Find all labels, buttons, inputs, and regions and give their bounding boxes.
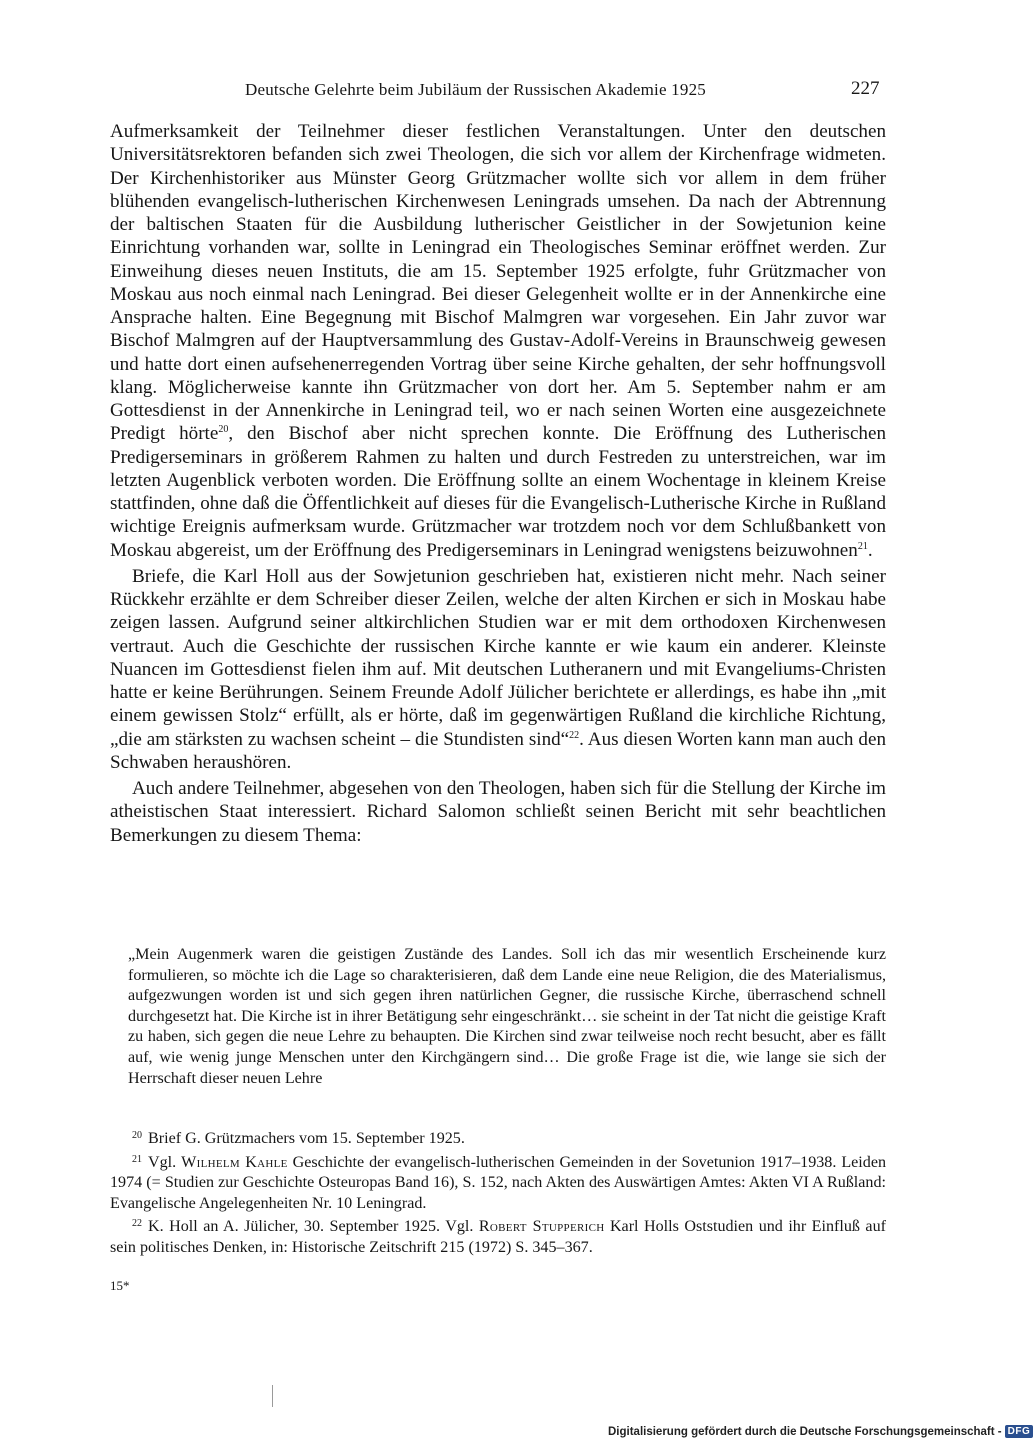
- paragraph-1-text: Aufmerksamkeit der Teilnehmer dieser festlichen Veranstaltungen. Unter den deutschen Universitätsrektoren befanden sich zwei Theologen, die sich vor allem der Kirchenfrage widmeten. Der Kirchenhistoriker aus Münster Georg Grützmacher wollte sich vor allem in dem früher blühenden evangelisch-lutherischen Kirchenwesen Leningrads umsehen. Da nach der Abtrennung der baltischen Staaten für die Ausbildung lutherischer Geistlicher in der Sowjetunion keine Einrichtung vorhanden war, sollte in Leningrad ein Theologisches Seminar eröffnet werden. Zur Einweihung dieses neuen Instituts, die am 15. September 1925 erfolgte, fuhr Grützmacher von Moskau aus noch einmal nach Leningrad. Bei dieser Gelegenheit wollte er in der Annenkirche eine Ansprache halten. Eine Begegnung mit Bischof Malmgren war vorgesehen. Ein Jahr zuvor war Bischof Malmgren auf der Hauptversammlung des Gustav-Adolf-Vereins in Braunschweig gewesen und hatte dort einen aufsehenerregenden Vortrag über seine Kirche gehalten, der sehr hoffnungsvoll klang. Möglicherweise kannte ihn Grützmacher von dort her. Am 5. September nahm er am Gottesdienst in der Annenkirche in Leningrad teil, wo er nach seinen Worten eine ausgezeichnete Predigt hörte: [110, 121, 886, 445]
- footnote-20: [110, 1126, 886, 1150]
- paragraph-1-end: .: [867, 539, 873, 561]
- footnote-prefix: Vgl.: [148, 1153, 177, 1171]
- footnote-ref-21[interactable]: 21: [857, 540, 868, 552]
- printer-signature: 15*: [110, 1278, 130, 1293]
- footnote-ref-20[interactable]: 20: [218, 424, 229, 436]
- paragraph-1: [110, 120, 886, 562]
- footnote-text: Karl Holls Oststudien und ihr Einfluß auf sein politisches Denken, in: Historische Zeitschrift 215 (1972) S. 345–367.: [110, 1218, 886, 1256]
- body-text: [110, 120, 886, 847]
- paragraph-2-text: Briefe, die Karl Holl aus der Sowjetunion geschrieben hat, existieren nicht mehr. Nach seiner Rückkehr erzählte er dem Schreiber dieser Zeilen, welche der alten Kirchen er sich in Moskau habe zeigen lassen. Aufgrund seiner altkirchlichen Studien war er mit dem orthodoxen Kirchenwesen vertraut. Auch die Geschichte der russischen Kirche kannte er wie kaum ein anderer. Kleinste Nuancen im Gottesdienst fielen ihm auf. Mit deutschen Lutheranern und mit Evangeliums-Christen hatte er keine Berührungen. Seinem Freunde Adolf Jülicher berichtete er allerdings, es habe ihn „mit einem gewissen Stolz“ erfüllt, als er hörte, daß im gegenwärtigen Rußland die kirchliche Richtung, „die am stärksten zu wachsen scheint – die Stundisten sind“: [110, 565, 886, 750]
- footnote-number: 20: [132, 1130, 142, 1141]
- footnote-22: [110, 1214, 886, 1258]
- paragraph-1-text-cont: , den Bischof aber nicht sprechen konnte. Die Eröffnung des Lutherischen Predigerseminars in größerem Rahmen zu halten und durch Festreden zu unterstreichen, war im letzten Augenblick verboten worden. Die Eröffnung sollte an einem Wochentage in kleinem Kreise stattfinden, ohne daß die Öffentlichkeit auf dieses für die Evangelisch-Lutherische Kirche in Rußland wichtige Ereignis aufmerksam wurde. Grützmacher war trotzdem noch vor dem Schlußbankett von Moskau abgereist, um der Eröffnung des Predigerseminars in Leningrad wenigstens beizuwohnen: [110, 423, 886, 561]
- footnote-text: Geschichte der evangelisch-lutherischen Gemeinden in der Sovetunion 1917–1938. Leiden 1974 (= Studien zur Geschichte Osteuropas Band 16), S. 152, nach Akten des Auswärtigen Amtes: Akten VI A Rußland: Evangelische Angelegenheiten Nr. 10 Leningrad.: [110, 1153, 887, 1212]
- footnote-prefix: K. Holl an A. Jülicher, 30. September 1925. Vgl.: [148, 1218, 474, 1236]
- footnote-text: Brief G. Grützmachers vom 15. September 1925.: [148, 1130, 465, 1147]
- dfg-banner[interactable]: [608, 1425, 1033, 1438]
- block-quote: „Mein Augenmerk waren die geistigen Zustände des Landes. Soll ich das mir wesentlich Erscheinende kurz formulieren, so möchte ich die Lage so charakterisieren, daß dem Lande eine neue Religion, die des Materialismus, aufgezwungen worden ist und sich gegen ihren natürlichen Gegner, die russische Kirche, überraschend schnell durchgesetzt hat. Die Kirche ist in ihrer Betätigung sehr eingeschränkt… sie scheint in der Tat nicht die geistige Kraft zu haben, sich gegen die neue Lehre zu behaupten. Die Kirchen sind zwar teilweise noch recht besucht, aber es fällt auf, wie wenig junge Menschen unter den Kirchgängern sind… Die große Frage ist die, wie lange sie sich der Herrschaft dieser neuen Lehre: [128, 946, 886, 1087]
- margin-mark: [272, 1385, 273, 1407]
- paragraph-3: Auch andere Teilnehmer, abgesehen von den Theologen, haben sich für die Stellung der Kirche im atheistischen Staat interessiert. Richard Salomon schließt seinen Bericht mit sehr beachtlichen Bemerkungen zu diesem Thema:: [110, 778, 886, 846]
- footnotes: [110, 1126, 886, 1259]
- dfg-banner-text: Digitalisierung gefördert durch die Deutsche Forschungsgemeinschaft -: [608, 1425, 1002, 1438]
- footnote-number: 21: [132, 1153, 142, 1165]
- footnote-author: Wilhelm Kahle: [181, 1153, 288, 1171]
- footnote-number: 22: [132, 1218, 142, 1230]
- footnote-ref-22[interactable]: 22: [569, 729, 580, 741]
- running-head: Deutsche Gelehrte beim Jubiläum der Russischen Akademie 1925: [245, 80, 706, 99]
- footnote-author: Robert Stupperich: [478, 1218, 605, 1236]
- paragraph-2: [110, 565, 886, 774]
- dfg-logo: DFG: [1005, 1425, 1033, 1438]
- footnote-21: [110, 1150, 886, 1215]
- page-number: 227: [851, 78, 880, 99]
- paragraph-2-text-cont: . Aus diesen Worten kann man auch den Schwaben heraushören.: [110, 728, 886, 773]
